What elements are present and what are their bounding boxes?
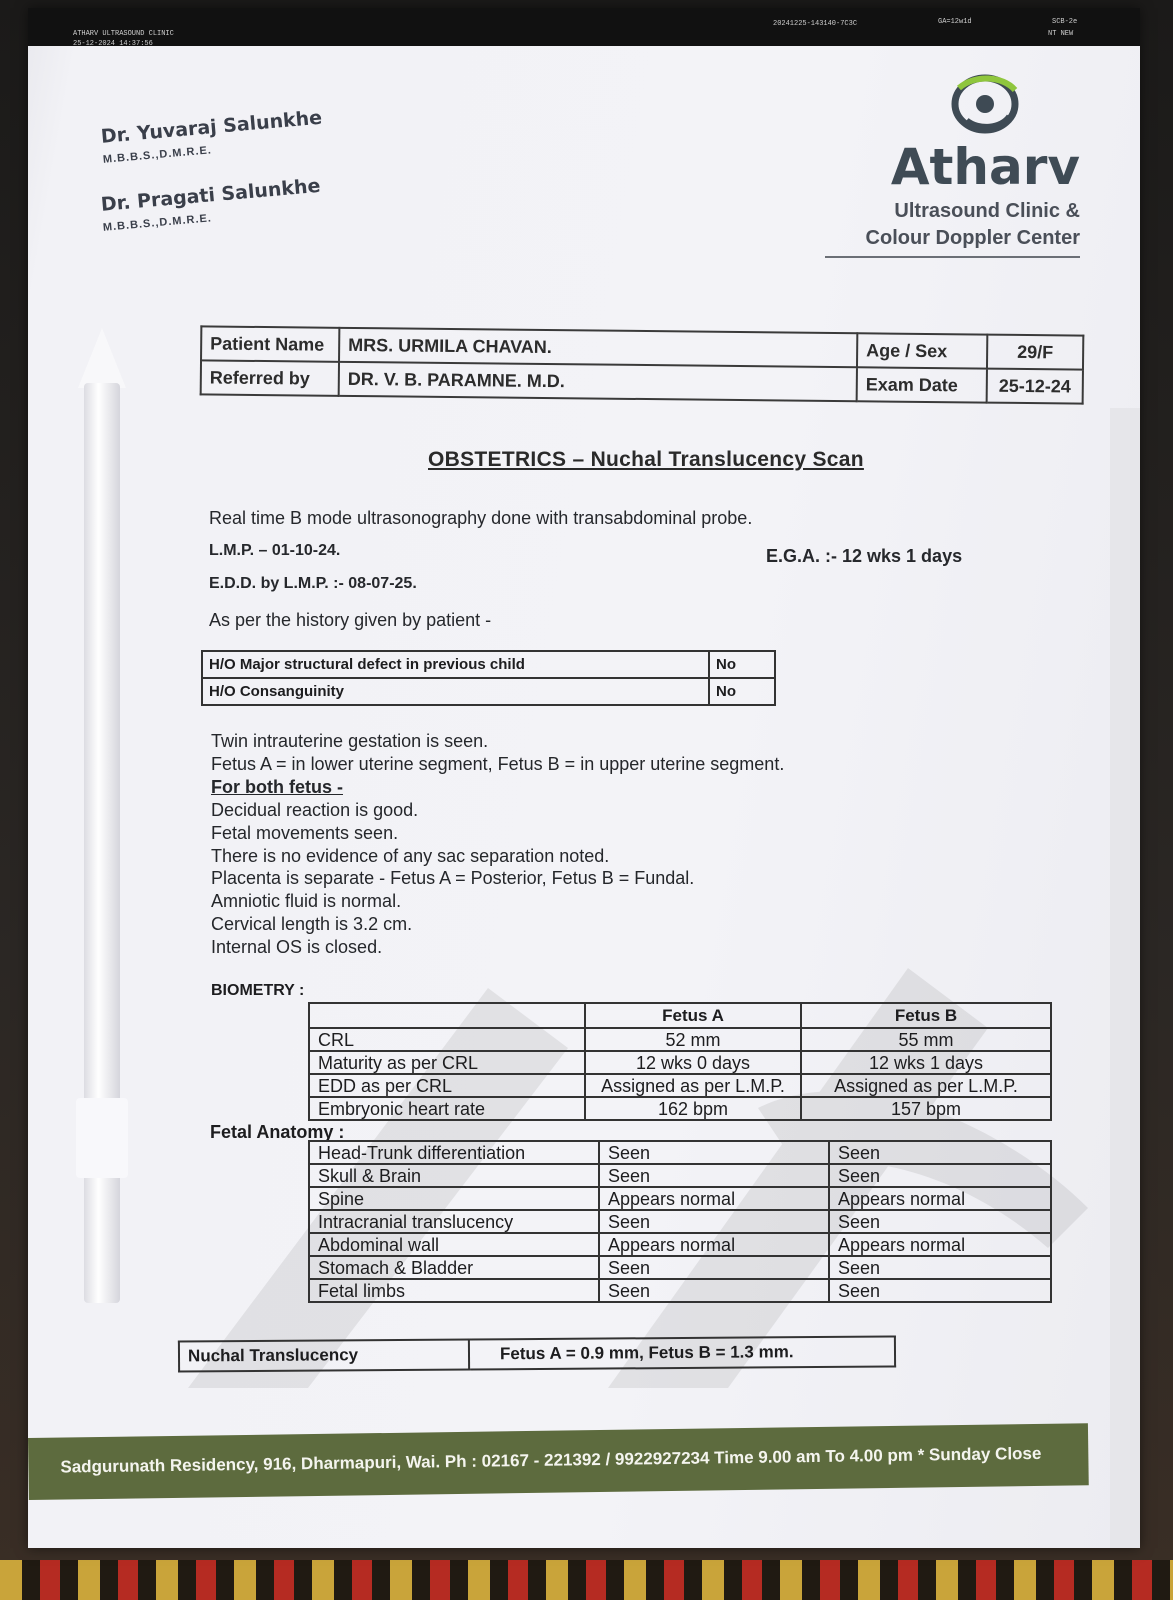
table-row bbox=[309, 1028, 1051, 1051]
fetus-a-value: Seen bbox=[599, 1279, 829, 1302]
fetus-b-value: 55 mm bbox=[801, 1028, 1051, 1051]
table-row bbox=[309, 1210, 1051, 1233]
history-label: H/O Consanguinity bbox=[202, 678, 709, 705]
clinic-underline bbox=[825, 256, 1080, 258]
findings-block bbox=[211, 730, 784, 959]
anatomy-label-cell: Spine bbox=[309, 1187, 599, 1210]
patient-info-table bbox=[200, 325, 1085, 404]
table-row bbox=[309, 1279, 1051, 1302]
doctor-2-degree: M.B.B.S.,D.M.R.E. bbox=[102, 212, 213, 234]
finding-line: Decidual reaction is good. bbox=[211, 799, 419, 820]
biometry-label-cell: EDD as per CRL bbox=[309, 1074, 585, 1097]
clinic-line-2: Colour Doppler Center bbox=[865, 227, 1080, 249]
table-row bbox=[309, 1233, 1051, 1256]
table-row bbox=[202, 678, 775, 705]
strip-code: SCB-2e bbox=[1052, 18, 1078, 26]
nt-label: Nuchal Translucency bbox=[179, 1339, 469, 1371]
finding-line: Cervical length is 3.2 cm. bbox=[211, 914, 413, 935]
finding-position: Fetus A = in lower uterine segment, Fetus B = in upper uterine segment. bbox=[211, 753, 785, 774]
fetal-anatomy-table bbox=[308, 1140, 1052, 1303]
finding-line: Fetal movements seen. bbox=[211, 822, 399, 843]
anatomy-label-cell: Head-Trunk differentiation bbox=[309, 1141, 599, 1164]
anatomy-label-cell: Intracranial translucency bbox=[309, 1210, 599, 1233]
fetus-b-value: Appears normal bbox=[829, 1187, 1051, 1210]
fetus-a-value: Assigned as per L.M.P. bbox=[585, 1074, 801, 1097]
finding-line: Amniotic fluid is normal. bbox=[211, 891, 402, 912]
fetus-b-value: Seen bbox=[829, 1256, 1051, 1279]
scanner-header-strip bbox=[28, 8, 1140, 46]
age-sex: 29/F bbox=[987, 335, 1083, 370]
table-row bbox=[309, 1051, 1051, 1074]
table-row bbox=[309, 1074, 1051, 1097]
referred-by-label: Referred by bbox=[201, 360, 339, 395]
table-row bbox=[309, 1187, 1051, 1210]
anatomy-label-cell: Fetal limbs bbox=[309, 1279, 599, 1302]
fetus-a-value: 52 mm bbox=[585, 1028, 801, 1051]
fetus-b-value: Seen bbox=[829, 1210, 1051, 1233]
fetus-a-value: Seen bbox=[599, 1141, 829, 1164]
history-value: No bbox=[709, 678, 775, 705]
fetus-a-value: Appears normal bbox=[599, 1187, 829, 1210]
age-sex-label: Age / Sex bbox=[857, 333, 987, 368]
fetus-b-value: Seen bbox=[829, 1279, 1051, 1302]
anatomy-label-cell: Stomach & Bladder bbox=[309, 1256, 599, 1279]
table-header-row bbox=[309, 1003, 1051, 1028]
strip-ga: GA=12w1d bbox=[938, 18, 972, 26]
table-row bbox=[309, 1256, 1051, 1279]
biometry-label-cell: Maturity as per CRL bbox=[309, 1051, 585, 1074]
finding-line: Internal OS is closed. bbox=[211, 937, 383, 958]
fetus-a-value: Appears normal bbox=[599, 1233, 829, 1256]
strip-id: 20241225-143140-7C3C bbox=[773, 20, 858, 28]
nuchal-translucency-table bbox=[178, 1335, 896, 1372]
fetus-a-value: 12 wks 0 days bbox=[585, 1051, 801, 1074]
atharv-logo-icon bbox=[945, 68, 1025, 140]
page-edge bbox=[1110, 408, 1140, 1548]
table-row bbox=[309, 1097, 1051, 1120]
doctor-1-degree: M.B.B.S.,D.M.R.E. bbox=[102, 144, 213, 166]
ega: E.G.A. :- 12 wks 1 days bbox=[766, 546, 963, 566]
biometry-label-cell: Embryonic heart rate bbox=[309, 1097, 585, 1120]
patient-name: MRS. URMILA CHAVAN. bbox=[339, 328, 857, 367]
fetus-a-value: Seen bbox=[599, 1164, 829, 1187]
fabric-edge bbox=[0, 1560, 1173, 1600]
referred-by: DR. V. B. PARAMNE. M.D. bbox=[339, 362, 857, 401]
strip-mode: NT NEW bbox=[1048, 30, 1074, 38]
fetus-b-value: Appears normal bbox=[829, 1233, 1051, 1256]
history-value: No bbox=[709, 651, 775, 678]
header-fetus-a: Fetus A bbox=[585, 1003, 801, 1028]
table-row bbox=[202, 651, 775, 678]
table-row bbox=[309, 1164, 1051, 1187]
finding-line: Placenta is separate - Fetus A = Posterior, Fetus B = Fundal. bbox=[211, 868, 695, 889]
clinic-logo bbox=[760, 68, 1080, 268]
doctor-1 bbox=[100, 107, 324, 166]
anatomy-label-cell: Skull & Brain bbox=[309, 1164, 599, 1187]
fetus-a-value: 162 bpm bbox=[585, 1097, 801, 1120]
anatomy-label-cell: Abdominal wall bbox=[309, 1233, 599, 1256]
exam-date-label: Exam Date bbox=[857, 367, 987, 402]
fetus-a-value: Seen bbox=[599, 1210, 829, 1233]
history-table bbox=[201, 650, 776, 706]
finding-twin: Twin intrauterine gestation is seen. bbox=[211, 731, 489, 751]
strip-datetime: 25-12-2024 14:37:56 bbox=[73, 40, 153, 48]
clinic-brand: Atharv bbox=[890, 138, 1080, 196]
fetal-anatomy-label: Fetal Anatomy : bbox=[210, 1122, 345, 1142]
doctor-2-name: Dr. Pragati Salunkhe bbox=[100, 174, 322, 216]
fetus-a-value: Seen bbox=[599, 1256, 829, 1279]
biometry-label: BIOMETRY : bbox=[211, 982, 305, 999]
report-page bbox=[28, 8, 1140, 1548]
biometry-label-cell: CRL bbox=[309, 1028, 585, 1051]
nt-value: Fetus A = 0.9 mm, Fetus B = 1.3 mm. bbox=[469, 1337, 895, 1370]
fetus-b-value: Assigned as per L.M.P. bbox=[801, 1074, 1051, 1097]
footer-address: Sadgurunath Residency, 916, Dharmapuri, Wai. Ph : 02167 - 221392 / 9922927234 Time 9.00 am To 4.00 pm * Sunday Close bbox=[60, 1443, 1042, 1477]
header-fetus-b: Fetus B bbox=[801, 1003, 1051, 1028]
fetus-b-value: Seen bbox=[829, 1164, 1051, 1187]
history-label: H/O Major structural defect in previous child bbox=[202, 651, 709, 678]
fetus-b-value: 157 bpm bbox=[801, 1097, 1051, 1120]
history-intro: As per the history given by patient - bbox=[209, 610, 492, 630]
intro-line: Real time B mode ultrasonography done with transabdominal probe. bbox=[209, 508, 753, 528]
both-fetus-heading: For both fetus - bbox=[211, 776, 343, 797]
patient-name-label: Patient Name bbox=[201, 326, 339, 361]
table-row bbox=[309, 1141, 1051, 1164]
finding-line: There is no evidence of any sac separation noted. bbox=[211, 845, 610, 866]
exam-date: 25-12-24 bbox=[987, 369, 1083, 404]
edd: E.D.D. by L.M.P. :- 08-07-25. bbox=[209, 575, 417, 592]
clinic-subtitle bbox=[866, 198, 1080, 252]
doctor-2 bbox=[100, 175, 323, 234]
strip-clinic: ATHARV ULTRASOUND CLINIC bbox=[73, 30, 174, 38]
lmp: L.M.P. – 01-10-24. bbox=[209, 542, 341, 559]
table-row bbox=[179, 1337, 895, 1372]
clinic-footer bbox=[28, 1423, 1089, 1500]
clinic-line-1: Ultrasound Clinic & bbox=[894, 200, 1080, 222]
biometry-table bbox=[308, 1002, 1052, 1121]
report-title: OBSTETRICS – Nuchal Translucency Scan bbox=[428, 448, 864, 471]
doctor-1-name: Dr. Yuvaraj Salunkhe bbox=[100, 106, 323, 148]
fetus-b-value: Seen bbox=[829, 1141, 1051, 1164]
fetus-b-value: 12 wks 1 days bbox=[801, 1051, 1051, 1074]
